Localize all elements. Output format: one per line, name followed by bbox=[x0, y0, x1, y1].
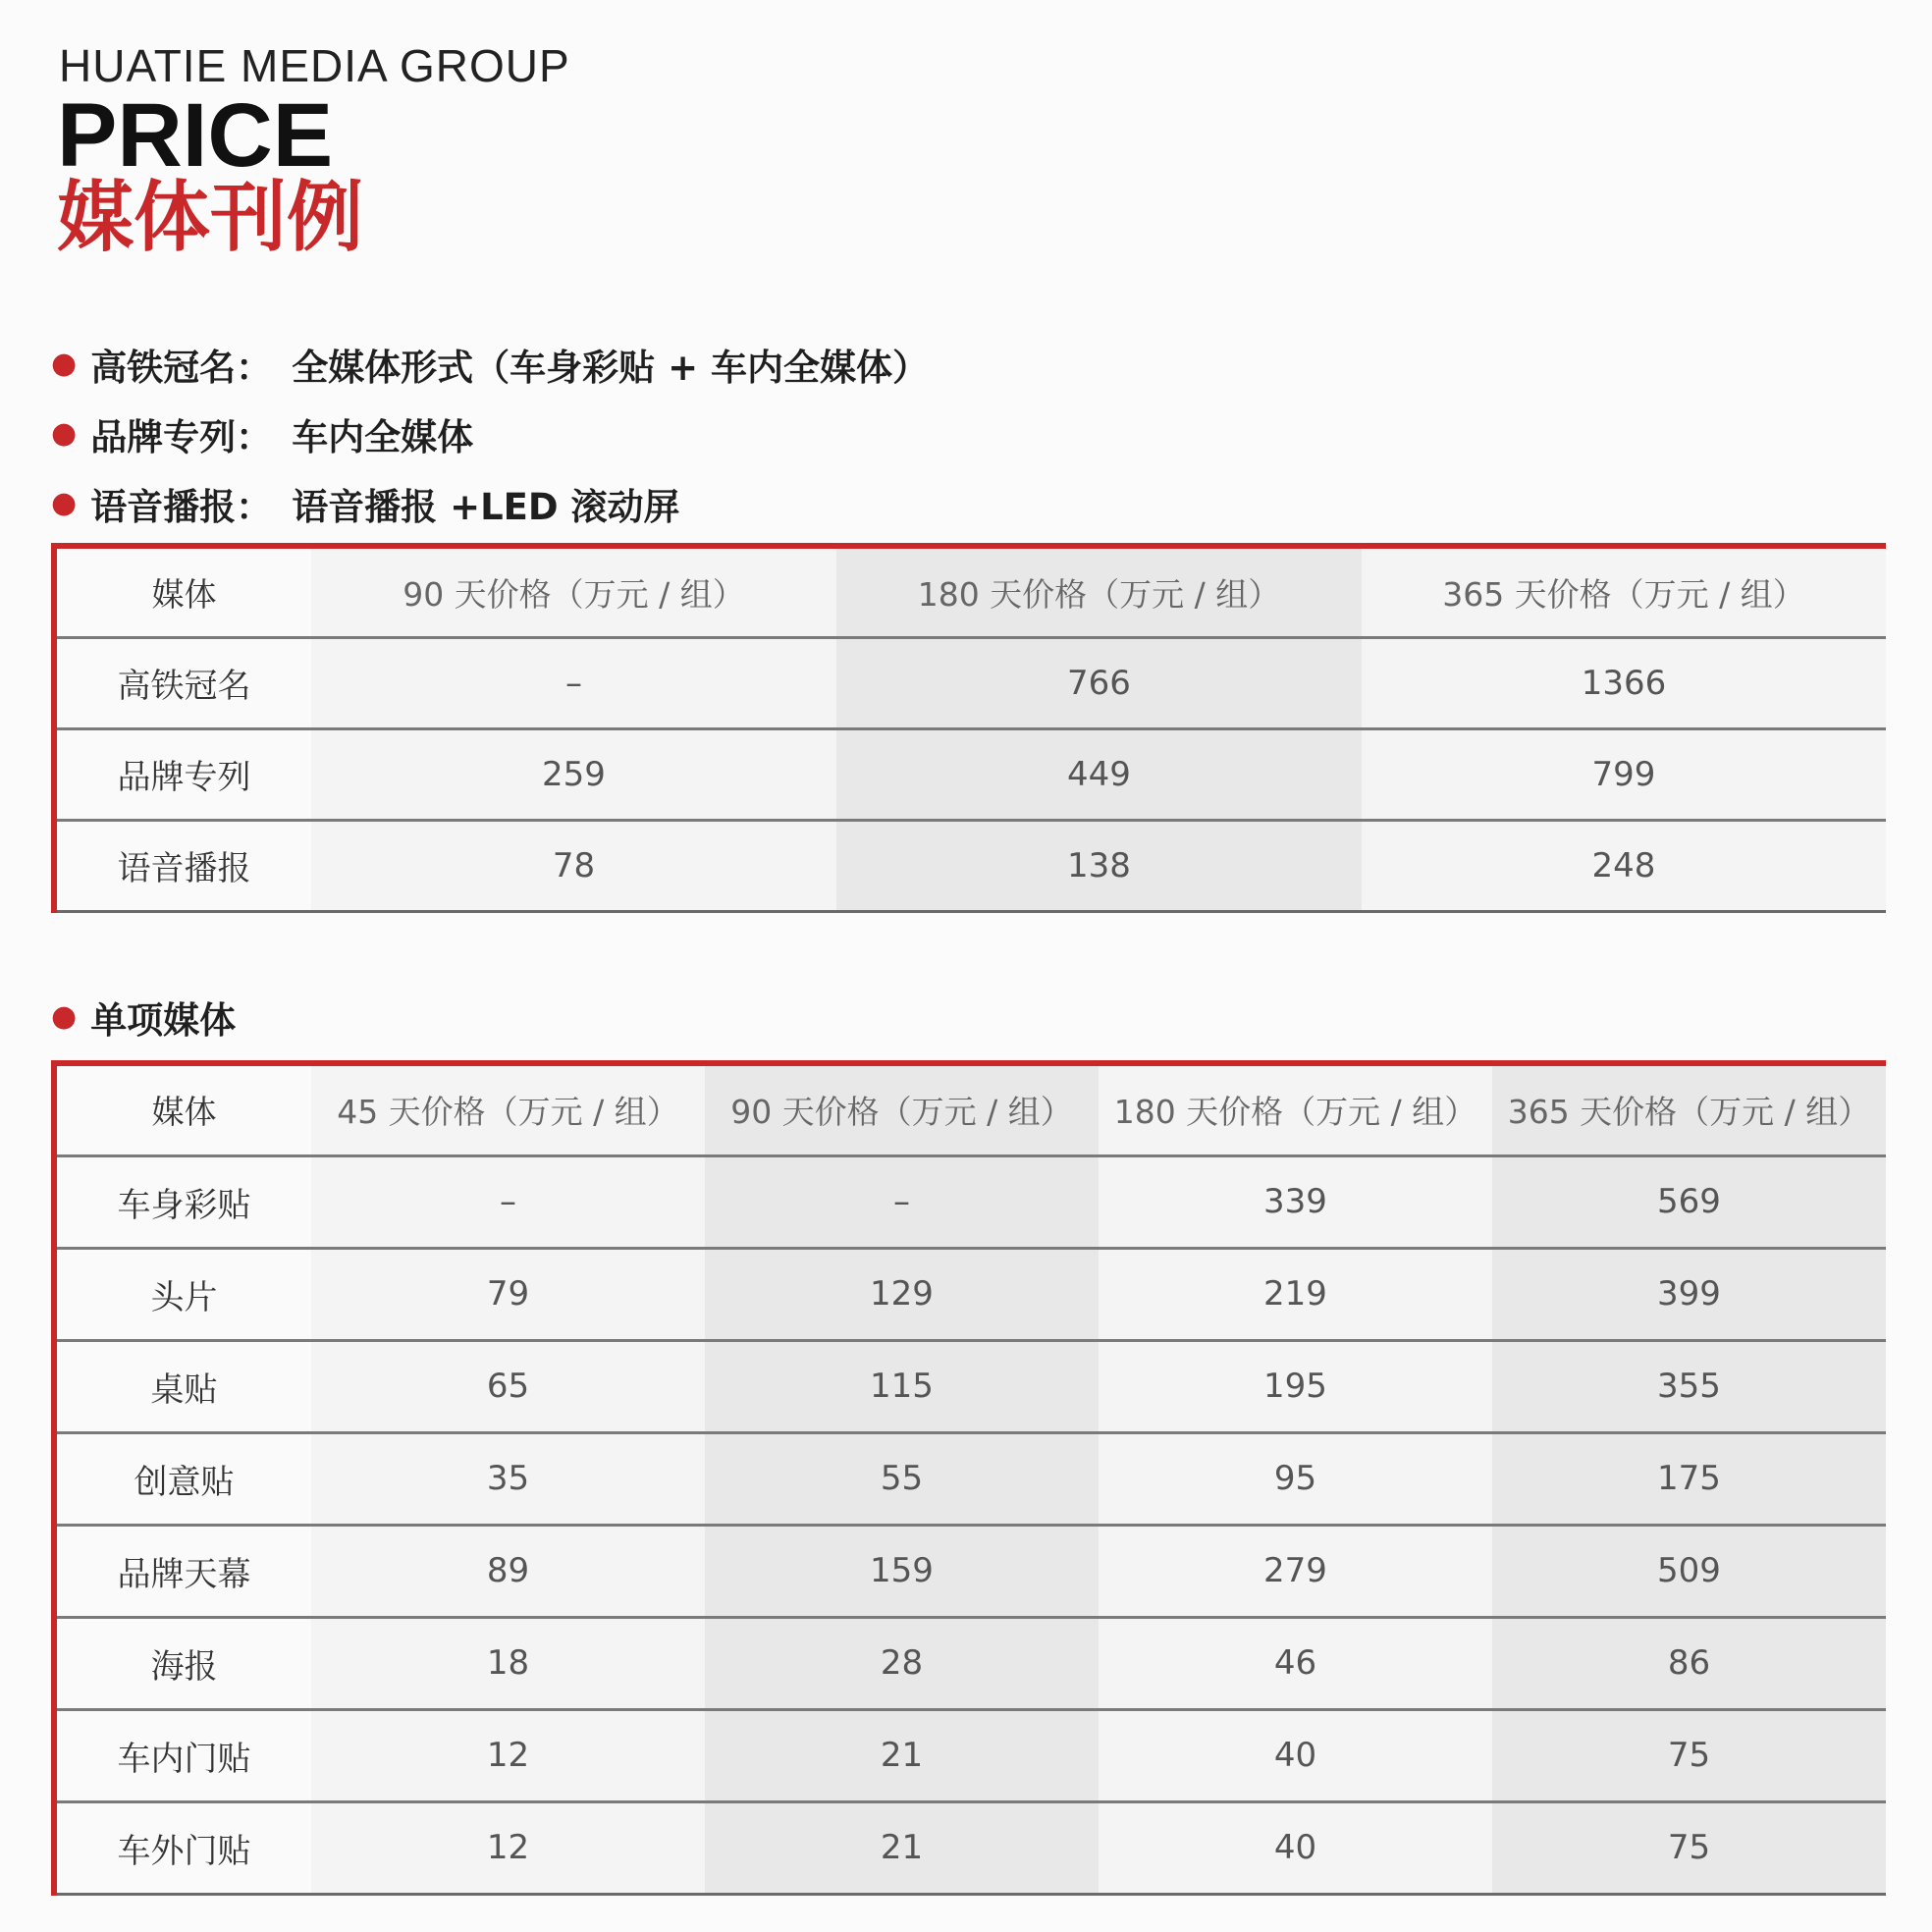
table-cell: 18 bbox=[311, 1617, 705, 1709]
column-header: 365 天价格（万元 / 组） bbox=[1492, 1063, 1886, 1155]
row-label: 品牌专列 bbox=[54, 728, 311, 820]
table-cell: 138 bbox=[836, 820, 1362, 911]
row-label: 创意贴 bbox=[54, 1432, 311, 1525]
bullet-item bbox=[51, 399, 929, 468]
package-bullet-list bbox=[51, 329, 929, 538]
brand-name: HUATIE MEDIA GROUP bbox=[59, 40, 570, 91]
table-header-row bbox=[54, 1063, 1886, 1155]
table-cell: – bbox=[311, 637, 836, 728]
column-header: 180 天价格（万元 / 组） bbox=[836, 546, 1362, 637]
table-cell: 12 bbox=[486, 1828, 530, 1867]
row-label: 车外门贴 bbox=[54, 1801, 311, 1894]
table-cell: 75 bbox=[1492, 1709, 1886, 1801]
table-cell: 75 bbox=[1492, 1801, 1886, 1894]
table-row bbox=[54, 637, 1886, 728]
table-cell: 279 bbox=[1099, 1525, 1492, 1617]
row-label: 品牌天幕 bbox=[54, 1525, 311, 1617]
table-cell: 115 bbox=[705, 1340, 1099, 1432]
table-row bbox=[54, 820, 1886, 911]
table-cell: 89 bbox=[311, 1525, 705, 1617]
bullet-value: 全媒体形式（车身彩贴 + 车内全媒体） bbox=[292, 346, 929, 389]
table-cell: 21 bbox=[705, 1801, 1099, 1894]
bullet-label: 语音播报： bbox=[90, 485, 273, 528]
table-cell: 259 bbox=[311, 728, 836, 820]
table-cell: – bbox=[311, 1155, 705, 1248]
column-header: 媒体 bbox=[54, 546, 311, 637]
table-cell: 219 bbox=[1099, 1248, 1492, 1340]
bullet-item bbox=[51, 468, 929, 538]
table-cell: 40 bbox=[1099, 1709, 1492, 1801]
table-cell: 46 bbox=[1099, 1617, 1492, 1709]
table-cell: 65 bbox=[311, 1340, 705, 1432]
bullet-dot-icon: ● bbox=[51, 486, 78, 520]
bullet-dot-icon: ● bbox=[51, 347, 78, 381]
table-cell: 12 bbox=[311, 1709, 705, 1801]
table-cell: 159 bbox=[705, 1525, 1099, 1617]
table-cell: 95 bbox=[1099, 1432, 1492, 1525]
table-cell: 248 bbox=[1591, 845, 1656, 886]
section-title: 单项媒体 bbox=[90, 998, 237, 1042]
single-media-price-table bbox=[51, 1060, 1886, 1896]
bullet-dot-icon: ● bbox=[51, 416, 78, 451]
table-cell: 449 bbox=[836, 728, 1362, 820]
bullet-dot-icon: ● bbox=[51, 999, 78, 1034]
table-cell: 195 bbox=[1099, 1340, 1492, 1432]
table-cell: 78 bbox=[552, 845, 596, 886]
table-header-row bbox=[54, 546, 1886, 637]
table-cell: 399 bbox=[1492, 1248, 1886, 1340]
table-cell: 766 bbox=[836, 637, 1362, 728]
page-subtitle: 媒体刊例 bbox=[57, 174, 364, 262]
table-cell: 129 bbox=[705, 1248, 1099, 1340]
bullet-item bbox=[51, 329, 929, 399]
table-cell: 40 bbox=[1273, 1828, 1317, 1867]
table-cell: 339 bbox=[1099, 1155, 1492, 1248]
row-label: 语音播报 bbox=[54, 820, 311, 911]
section-heading bbox=[51, 982, 236, 1051]
bullet-value: 车内全媒体 bbox=[292, 415, 474, 458]
table-cell: 55 bbox=[705, 1432, 1099, 1525]
table-row bbox=[54, 728, 1886, 820]
row-label: 桌贴 bbox=[54, 1340, 311, 1432]
table-row bbox=[54, 1709, 1886, 1801]
bullet-value: 语音播报 +LED 滚动屏 bbox=[292, 485, 680, 528]
page-title: PRICE bbox=[57, 85, 334, 186]
table-row bbox=[54, 1432, 1886, 1525]
column-header: 365 天价格（万元 / 组） bbox=[1362, 546, 1886, 637]
column-header: 45 天价格（万元 / 组） bbox=[311, 1063, 705, 1155]
table-cell: 355 bbox=[1492, 1340, 1886, 1432]
table-cell: 569 bbox=[1492, 1155, 1886, 1248]
table-row bbox=[54, 1155, 1886, 1248]
row-label: 高铁冠名 bbox=[54, 637, 311, 728]
row-label: 车身彩贴 bbox=[54, 1155, 311, 1248]
column-header: 90 天价格（万元 / 组） bbox=[311, 546, 836, 637]
table-cell: 799 bbox=[1362, 728, 1886, 820]
table-cell: 1366 bbox=[1362, 637, 1886, 728]
bullet-label: 高铁冠名： bbox=[90, 346, 273, 389]
table-cell: 86 bbox=[1492, 1617, 1886, 1709]
table-row bbox=[54, 1801, 1886, 1894]
package-price-table bbox=[51, 543, 1886, 913]
row-label: 海报 bbox=[54, 1617, 311, 1709]
column-header: 90 天价格（万元 / 组） bbox=[705, 1063, 1099, 1155]
table-row bbox=[54, 1617, 1886, 1709]
column-header: 180 天价格（万元 / 组） bbox=[1099, 1063, 1492, 1155]
column-header: 媒体 bbox=[54, 1063, 311, 1155]
table-row bbox=[54, 1340, 1886, 1432]
table-cell: 79 bbox=[311, 1248, 705, 1340]
row-label: 头片 bbox=[54, 1248, 311, 1340]
table-cell: 35 bbox=[311, 1432, 705, 1525]
table-row bbox=[54, 1525, 1886, 1617]
row-label: 车内门贴 bbox=[54, 1709, 311, 1801]
table-cell: 175 bbox=[1492, 1432, 1886, 1525]
table-row bbox=[54, 1248, 1886, 1340]
table-cell: 28 bbox=[705, 1617, 1099, 1709]
table-cell: – bbox=[705, 1155, 1099, 1248]
table-cell: 21 bbox=[705, 1709, 1099, 1801]
bullet-label: 品牌专列： bbox=[90, 415, 273, 458]
table-cell: 509 bbox=[1492, 1525, 1886, 1617]
